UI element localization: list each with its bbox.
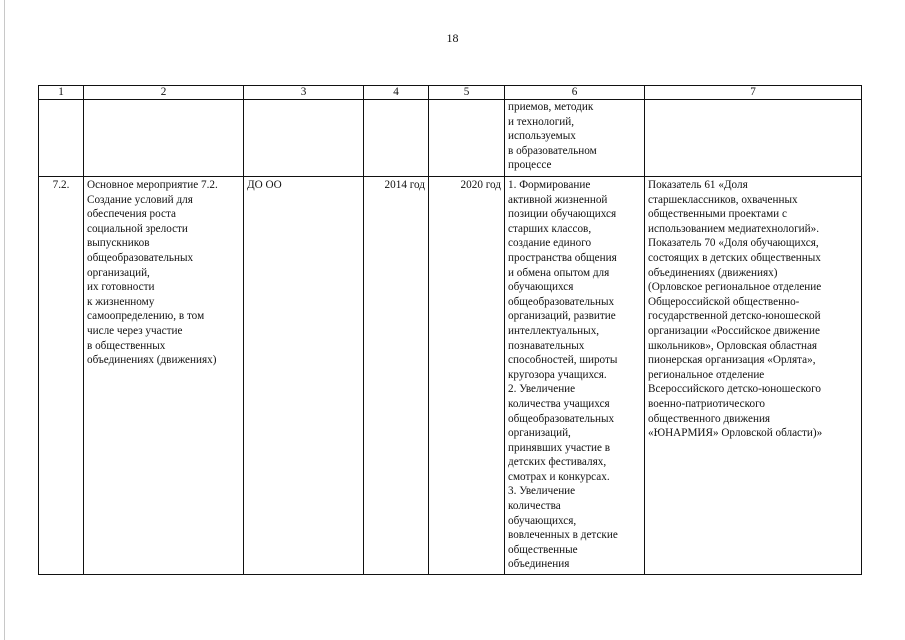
cell-event-name: Основное мероприятие 7.2. Создание условий для обеспечения роста социальной зрелости выпускников общеобразовательных организаций, их готовности к жизненному самоопределению, в том числе через участие в общественных объединениях (движениях): [84, 177, 244, 575]
header-col-6: 6: [505, 86, 645, 100]
cell-results-continuation: приемов, методик и технологий, используемых в образовательном процессе: [505, 100, 645, 177]
cell-expected-results: 1. Формирование активной жизненной позиции обучающихся старших классов, создание единого пространства общения и обмена опытом для обучающихся общеобразовательных организаций, развитие интеллектуальных, познавательных способностей, широты кругозора учащихся. 2. Увеличение количества учащихся общеобразовательных организаций, принявших участие в детских фестивалях, смотрах и конкурсах. 3. Увеличение количества обучающихся, вовлеченных в детские общественные объединения: [505, 177, 645, 575]
table-row-7-2: [39, 177, 862, 575]
cell-indicators: Показатель 61 «Доля старшеклассников, охваченных общественными проектами с использованием медиатехнологий». Показатель 70 «Доля обучающихся, состоящих в детских общественных объединениях (движениях) (Орловское региональное отделение Общероссийской общественно- государственной детско-юношеской организации «Российское движение школьников», Орловская областная пионерская организация «Орлята», региональное отделение Всероссийского детско-юношеского военно-патриотического общественного движения «ЮНАРМИЯ» Орловской области)»: [645, 177, 862, 575]
page-left-edge-line: [4, 0, 5, 640]
header-col-7: 7: [645, 86, 862, 100]
cell-start-year: 2014 год: [364, 177, 429, 575]
cell-empty: [84, 100, 244, 177]
cell-executor: ДО ОО: [244, 177, 364, 575]
cell-end-year: 2020 год: [429, 177, 505, 575]
cell-empty: [645, 100, 862, 177]
header-col-5: 5: [429, 86, 505, 100]
cell-empty: [429, 100, 505, 177]
header-col-3: 3: [244, 86, 364, 100]
cell-empty: [244, 100, 364, 177]
cell-empty: [39, 100, 84, 177]
header-col-2: 2: [84, 86, 244, 100]
header-col-4: 4: [364, 86, 429, 100]
cell-empty: [364, 100, 429, 177]
table-row-continuation: [39, 100, 862, 177]
table-header-row: [39, 86, 862, 100]
program-table: [38, 85, 862, 575]
header-col-1: 1: [39, 86, 84, 100]
page-number: 18: [446, 31, 459, 45]
cell-row-number: 7.2.: [39, 177, 84, 575]
